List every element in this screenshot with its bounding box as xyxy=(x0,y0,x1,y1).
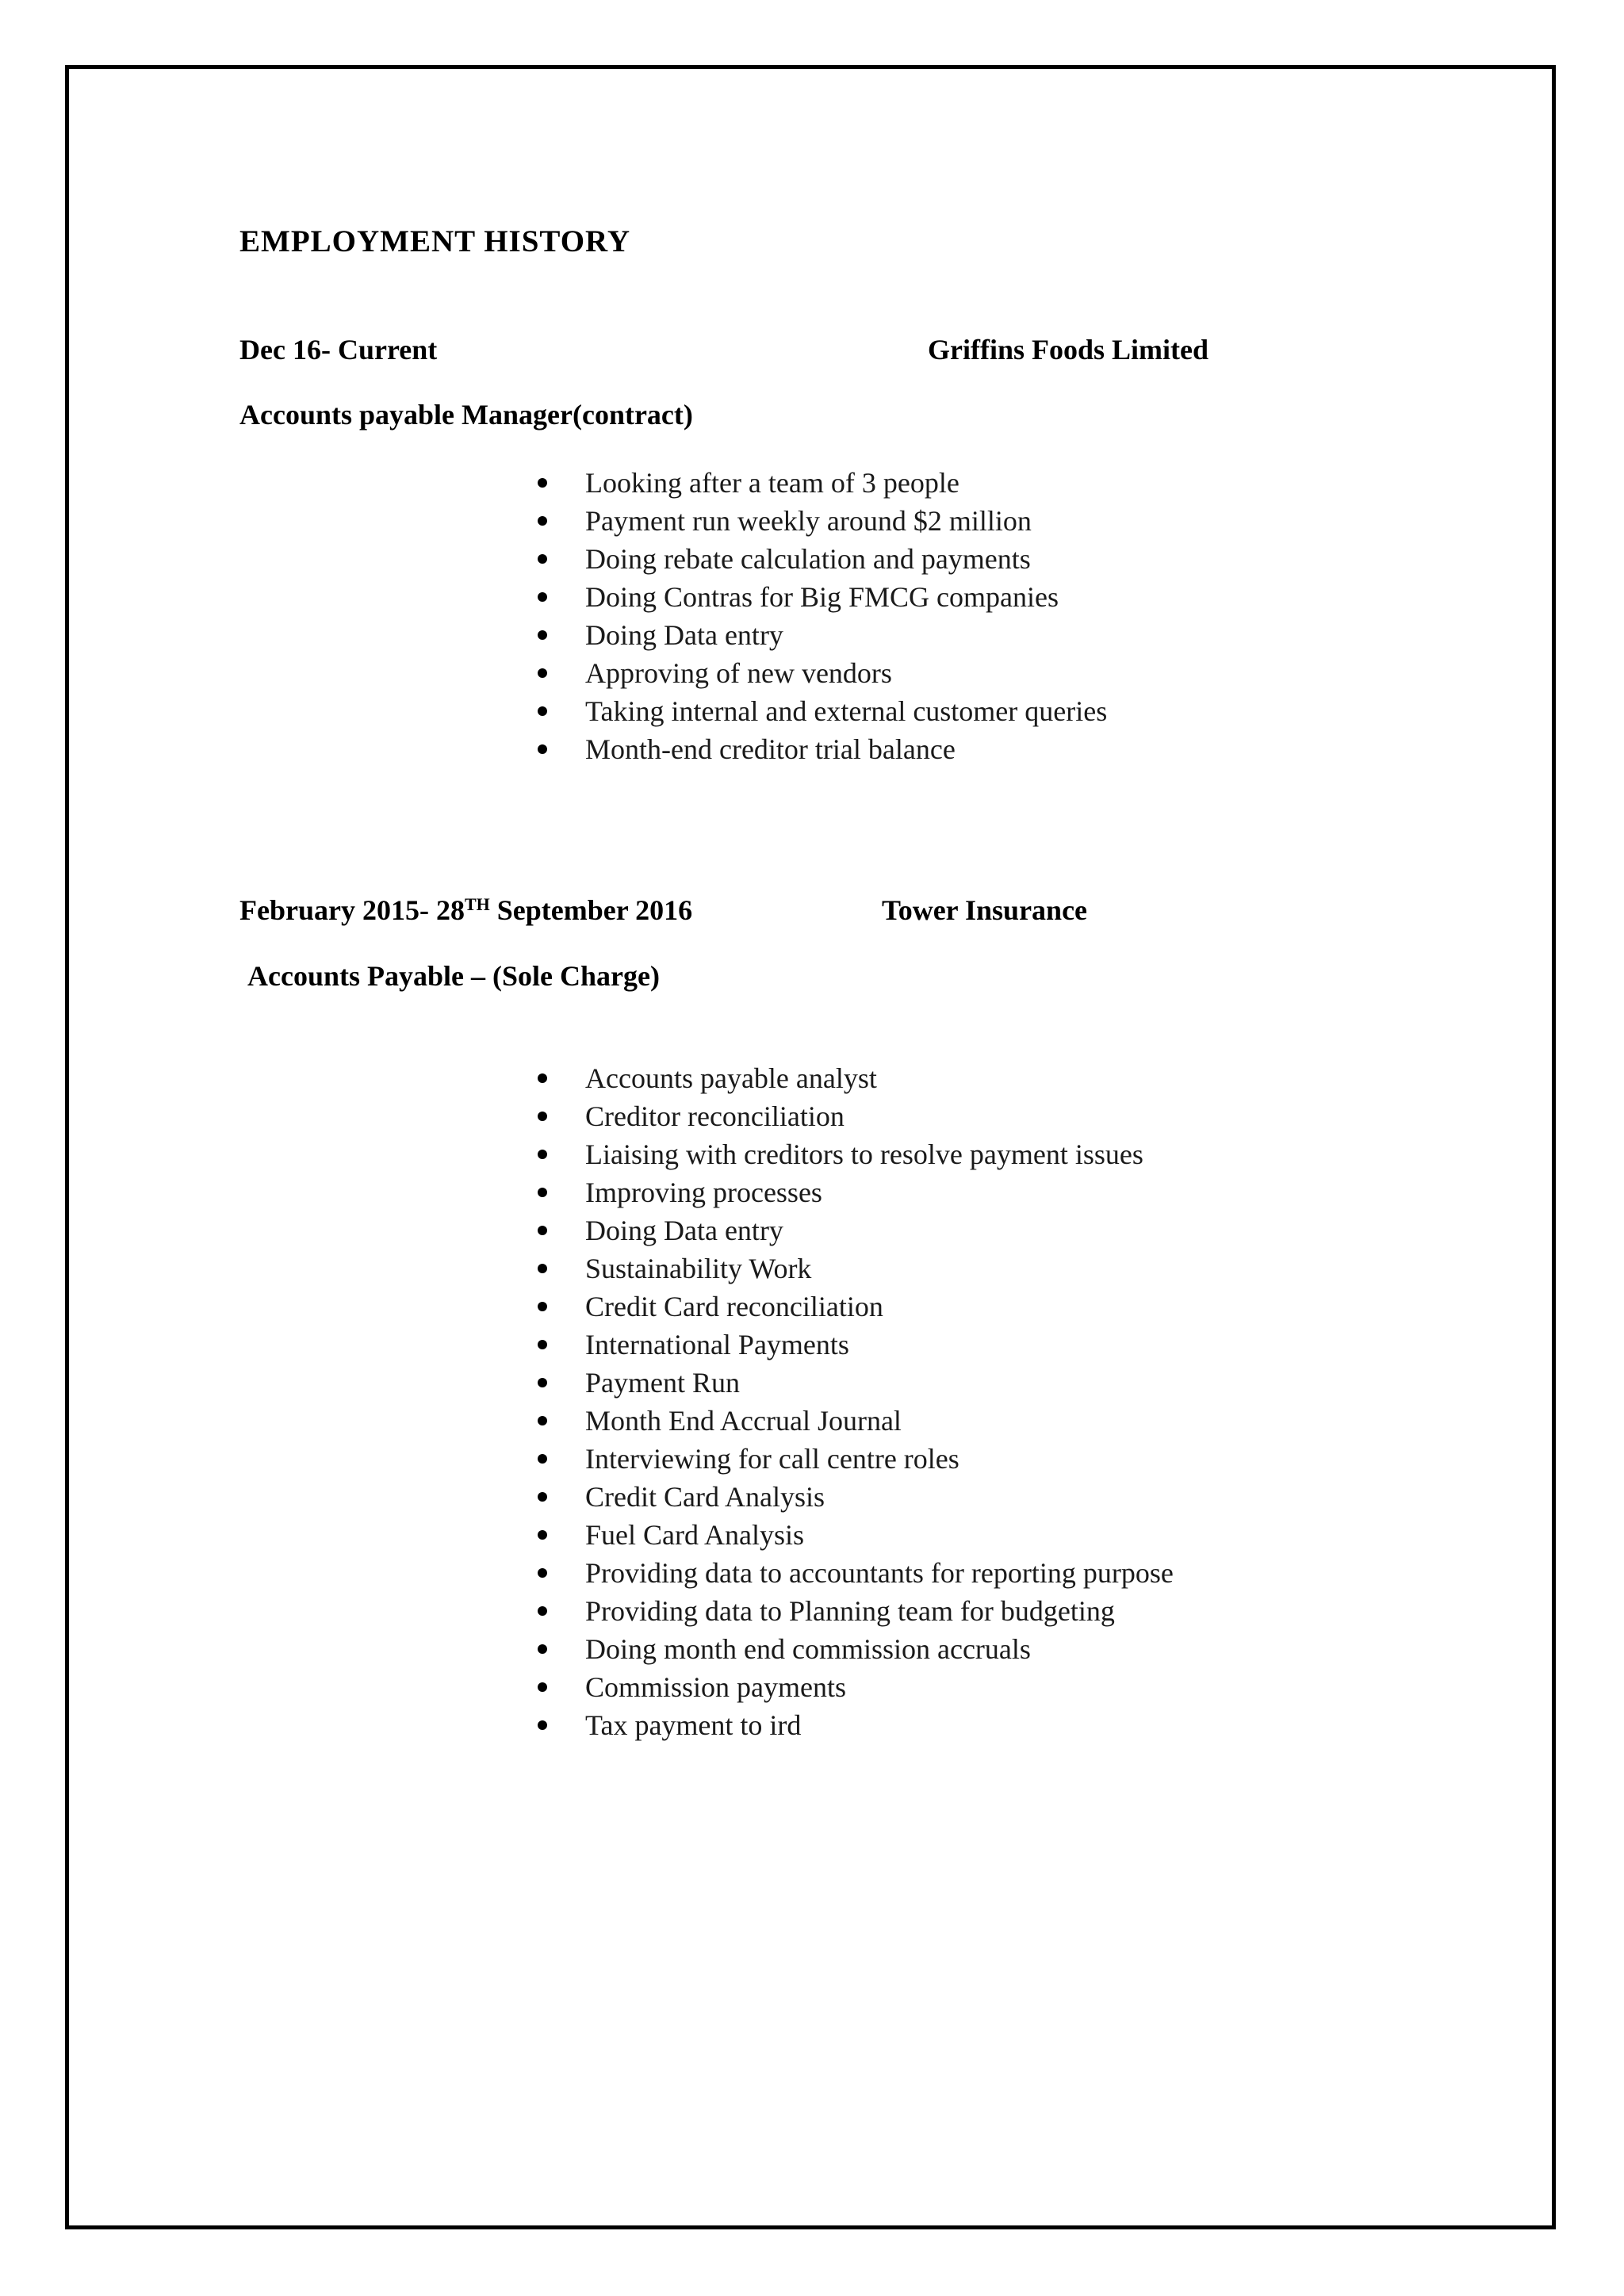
duty-item xyxy=(538,1364,1174,1402)
duty-text: Tax payment to ird xyxy=(585,1709,802,1741)
bullet-icon xyxy=(538,1530,547,1540)
bullet-icon xyxy=(538,1454,547,1464)
bullet-icon xyxy=(538,478,547,488)
bullet-icon xyxy=(538,1378,547,1387)
duty-item xyxy=(538,464,1107,502)
bullet-icon xyxy=(538,744,547,754)
job-2-date-end: September 2016 xyxy=(489,894,693,926)
section-title: EMPLOYMENT HISTORY xyxy=(239,224,631,258)
duty-item xyxy=(538,578,1107,616)
bullet-icon xyxy=(538,1568,547,1578)
job-2-duties-list xyxy=(538,1059,1174,1744)
job-1-duties-list xyxy=(538,464,1107,768)
job-2-date-ordinal: TH xyxy=(464,894,490,914)
duty-text: Doing month end commission accruals xyxy=(585,1633,1031,1665)
bullet-icon xyxy=(538,1416,547,1425)
duty-text: Fuel Card Analysis xyxy=(585,1519,804,1551)
job-1-company: Griffins Foods Limited xyxy=(928,334,1209,365)
duty-text: Improving processes xyxy=(585,1177,822,1208)
bullet-icon xyxy=(538,1226,547,1235)
bullet-icon xyxy=(538,1720,547,1730)
duty-text: Credit Card reconciliation xyxy=(585,1291,883,1322)
job-1-title: Accounts payable Manager(contract) xyxy=(239,399,693,430)
duty-text: Payment run weekly around $2 million xyxy=(585,505,1032,537)
duty-text: Providing data to accountants for reporting purpose xyxy=(585,1557,1174,1589)
duty-item xyxy=(538,1326,1174,1364)
bullet-icon xyxy=(538,1302,547,1311)
duty-text: Month End Accrual Journal xyxy=(585,1405,902,1437)
bullet-icon xyxy=(538,1492,547,1502)
duty-item xyxy=(538,1059,1174,1097)
duty-item xyxy=(538,654,1107,692)
duty-text: International Payments xyxy=(585,1329,849,1360)
bullet-icon xyxy=(538,706,547,716)
duty-item xyxy=(538,1592,1174,1630)
duty-text: Taking internal and external customer queries xyxy=(585,695,1108,727)
duty-text: Looking after a team of 3 people xyxy=(585,467,959,499)
duty-item xyxy=(538,1249,1174,1288)
duty-item xyxy=(538,1440,1174,1478)
duty-item xyxy=(538,1173,1174,1211)
duty-text: Sustainability Work xyxy=(585,1253,812,1284)
duty-item xyxy=(538,730,1107,768)
bullet-icon xyxy=(538,1644,547,1654)
bullet-icon xyxy=(538,1606,547,1616)
duty-item xyxy=(538,1630,1174,1668)
bullet-icon xyxy=(538,1188,547,1197)
bullet-icon xyxy=(538,554,547,564)
duty-text: Providing data to Planning team for budgeting xyxy=(585,1595,1115,1627)
duty-text: Approving of new vendors xyxy=(585,657,892,689)
job-2-date-start: February 2015- 28 xyxy=(239,894,465,926)
duty-text: Payment Run xyxy=(585,1367,740,1399)
duty-text: Commission payments xyxy=(585,1671,847,1703)
duty-item xyxy=(538,1135,1174,1173)
duty-item xyxy=(538,1516,1174,1554)
duty-text: Credit Card Analysis xyxy=(585,1481,825,1513)
bullet-icon xyxy=(538,668,547,678)
duty-text: Accounts payable analyst xyxy=(585,1062,877,1094)
duty-text: Doing Contras for Big FMCG companies xyxy=(585,581,1059,613)
duty-item xyxy=(538,1706,1174,1744)
bullet-icon xyxy=(538,1682,547,1692)
bullet-icon xyxy=(538,1150,547,1159)
job-2-date xyxy=(239,894,692,927)
job-1-date: Dec 16- Current xyxy=(239,334,438,365)
duty-item xyxy=(538,616,1107,654)
duty-item xyxy=(538,1478,1174,1516)
duty-item xyxy=(538,1554,1174,1592)
duty-text: Creditor reconciliation xyxy=(585,1100,845,1132)
duty-text: Interviewing for call centre roles xyxy=(585,1443,959,1475)
duty-text: Month-end creditor trial balance xyxy=(585,733,956,765)
duty-text: Doing Data entry xyxy=(585,619,783,651)
duty-item xyxy=(538,1668,1174,1706)
duty-item xyxy=(538,1097,1174,1135)
bullet-icon xyxy=(538,1073,547,1083)
duty-text: Doing Data entry xyxy=(585,1215,783,1246)
job-2-company: Tower Insurance xyxy=(882,894,1088,926)
job-2-title: Accounts Payable – (Sole Charge) xyxy=(247,960,660,992)
duty-item xyxy=(538,1402,1174,1440)
duty-item xyxy=(538,1211,1174,1249)
bullet-icon xyxy=(538,1340,547,1349)
bullet-icon xyxy=(538,592,547,602)
duty-item xyxy=(538,692,1107,730)
duty-text: Doing rebate calculation and payments xyxy=(585,543,1031,575)
duty-item xyxy=(538,502,1107,540)
bullet-icon xyxy=(538,1112,547,1121)
bullet-icon xyxy=(538,516,547,526)
duty-text: Liaising with creditors to resolve payment issues xyxy=(585,1138,1143,1170)
bullet-icon xyxy=(538,1264,547,1273)
duty-item xyxy=(538,1288,1174,1326)
duty-item xyxy=(538,540,1107,578)
bullet-icon xyxy=(538,630,547,640)
